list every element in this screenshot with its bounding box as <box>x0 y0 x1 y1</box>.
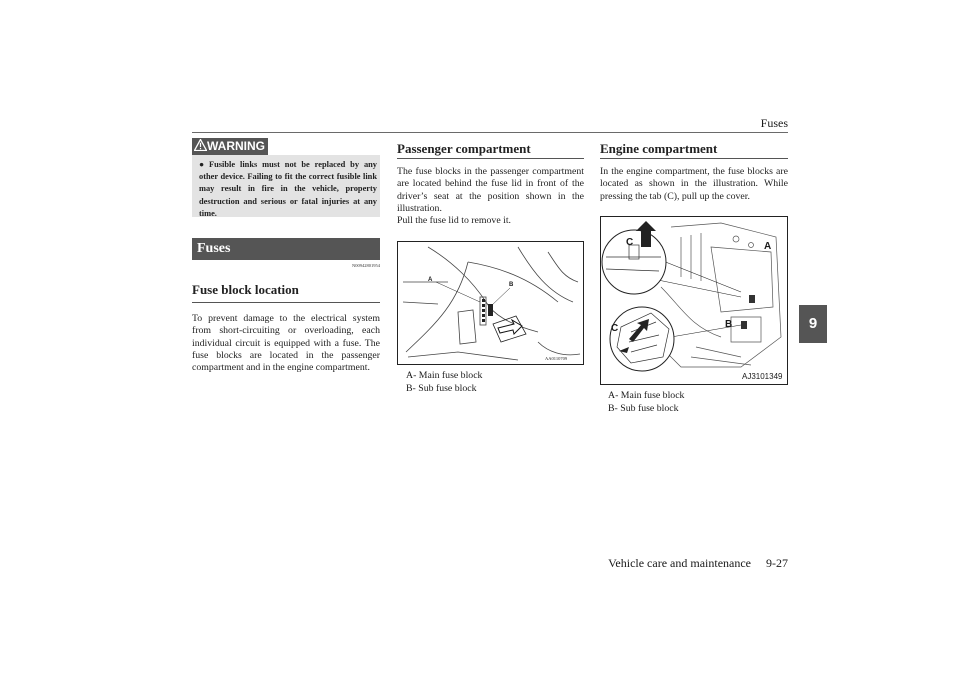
figure-code: AJ3101349 <box>742 372 783 381</box>
passenger-legend <box>406 370 482 395</box>
warning-box <box>192 138 380 217</box>
header-rule <box>192 132 788 133</box>
engine-paragraph: In the engine compartment, the fuse blocks are located as shown in the illustration. While pressing the tab (C), pull up the cover. <box>600 166 788 202</box>
bullet-icon: ● <box>199 160 205 169</box>
figure-label-b: B <box>725 319 733 330</box>
warning-body: Fusible links must not be replaced by any other device. Failing to fit the correct fusible link may result in fire in the vehicle, property destruction and serious or fatal injuries at any time. <box>199 160 377 218</box>
passenger-paragraph-1: The fuse blocks in the passenger compartment are located behind the fuse lid in front of the driver’s seat at the position shown in the illustration. <box>397 166 584 214</box>
section-heading-fuse-block-location: Fuse block location <box>192 282 299 297</box>
legend-item: B- Sub fuse block <box>406 382 477 394</box>
intro-paragraph: To prevent damage to the electrical system from short-circuiting or overloading, each individual circuit is equipped with a fuse. The fuse blocks are located in the passenger compartment and in the engine compartment. <box>192 313 380 374</box>
figure-code: AA0110709 <box>545 356 568 361</box>
warning-label <box>192 138 268 155</box>
figure-label-b: B <box>509 282 514 288</box>
section-rule <box>192 302 380 303</box>
section-rule <box>397 158 584 159</box>
page-header-title: Fuses <box>760 116 788 130</box>
section-heading-engine: Engine compartment <box>600 141 718 156</box>
section-rule <box>600 158 788 159</box>
figure-label-c-bottom: C <box>611 323 619 334</box>
passenger-compartment-illustration <box>398 242 583 364</box>
section-heading-passenger: Passenger compartment <box>397 141 531 156</box>
page-footer: Vehicle care and maintenance 9-27 <box>608 556 788 570</box>
legend-item: A- Main fuse block <box>406 370 483 381</box>
passenger-paragraph-2: Pull the fuse lid to remove it. <box>397 215 512 227</box>
figure-label-a: A <box>764 241 772 252</box>
warning-triangle-icon <box>194 139 207 151</box>
chapter-heading-bar: Fuses <box>192 238 380 260</box>
document-id: N00942801954 <box>352 263 380 268</box>
warning-text <box>199 159 377 220</box>
legend-item: B- Sub fuse block <box>608 402 679 414</box>
engine-legend <box>608 390 684 415</box>
chapter-tab: 9 <box>799 305 827 343</box>
passenger-fuse-figure <box>397 241 584 365</box>
warning-label-text: WARNING <box>207 139 265 153</box>
legend-item: A- Main fuse block <box>608 390 685 401</box>
engine-fuse-figure <box>600 216 788 385</box>
figure-label-c-top: C <box>626 237 634 248</box>
passenger-paragraph <box>397 166 584 227</box>
figure-label-a: A <box>428 277 433 283</box>
